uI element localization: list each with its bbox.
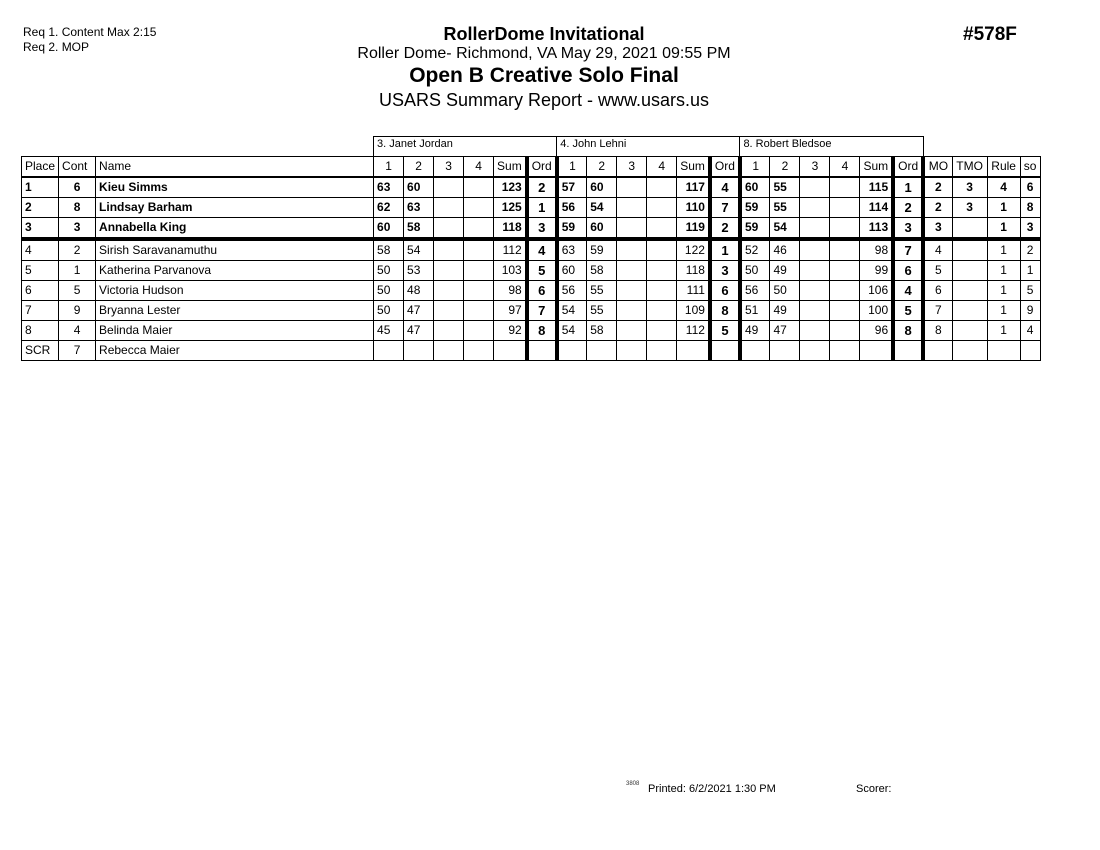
results-table — [21, 136, 1041, 361]
judge-mark-cell: 50 — [740, 261, 770, 281]
so-cell: 4 — [1020, 321, 1040, 341]
judge-ordinal-cell: 8 — [893, 321, 923, 341]
judge-mark-cell: 49 — [770, 261, 800, 281]
judge-mark-cell — [617, 321, 647, 341]
judge-mark-cell: 53 — [404, 261, 434, 281]
judge-mark-cell — [830, 301, 860, 321]
judge-mark-cell — [800, 218, 830, 240]
judge-mark-cell — [404, 341, 434, 361]
judge-ordinal-cell — [710, 341, 740, 361]
judge-mark-cell: 60 — [740, 177, 770, 198]
judge-mark-cell — [464, 239, 494, 261]
column-header-row — [22, 157, 1041, 178]
judge-sum-cell: 97 — [494, 301, 527, 321]
judge-mark-cell — [464, 301, 494, 321]
place-cell: 7 — [22, 301, 59, 321]
judge-ordinal-cell: 5 — [893, 301, 923, 321]
judge-mark-cell — [647, 239, 677, 261]
col-j2-ord: Ord — [710, 157, 740, 178]
judge-mark-cell: 59 — [587, 239, 617, 261]
rule-cell: 1 — [987, 239, 1020, 261]
judge-mark-cell: 54 — [770, 218, 800, 240]
judge-mark-cell — [434, 321, 464, 341]
footer-code: 3808 — [626, 781, 640, 787]
rule-cell: 1 — [987, 198, 1020, 218]
contestant-number-cell: 6 — [59, 177, 96, 198]
judge-sum-cell: 114 — [860, 198, 893, 218]
contestant-number-cell: 1 — [59, 261, 96, 281]
judge-mark-cell — [464, 321, 494, 341]
report-title: USARS Summary Report - www.usars.us — [378, 90, 710, 110]
mo-cell: 7 — [923, 301, 952, 321]
judge-mark-cell — [830, 239, 860, 261]
judge-mark-cell — [617, 301, 647, 321]
judge-sum-cell: 112 — [677, 321, 710, 341]
judge-ordinal-cell: 5 — [710, 321, 740, 341]
place-cell: 6 — [22, 281, 59, 301]
judge-mark-cell — [647, 321, 677, 341]
judge-mark-cell: 48 — [404, 281, 434, 301]
judge-mark-cell — [830, 281, 860, 301]
judge-sum-cell: 99 — [860, 261, 893, 281]
judge-mark-cell: 58 — [587, 261, 617, 281]
venue-date-line: Roller Dome- Richmond, VA May 29, 2021 09:55 PM — [357, 45, 731, 62]
judge-mark-cell: 49 — [740, 321, 770, 341]
judge-mark-cell: 60 — [374, 218, 404, 240]
skater-name-cell: Sirish Saravanamuthu — [96, 239, 374, 261]
judge-mark-cell: 50 — [374, 301, 404, 321]
judge-mark-cell — [464, 198, 494, 218]
judge-ordinal-cell: 6 — [710, 281, 740, 301]
judge-mark-cell — [800, 341, 830, 361]
judge-mark-cell: 60 — [587, 177, 617, 198]
rule-cell: 4 — [987, 177, 1020, 198]
col-j3-sum: Sum — [860, 157, 893, 178]
table-row — [22, 301, 1041, 321]
tmo-cell — [952, 218, 987, 240]
col-j2-4: 4 — [647, 157, 677, 178]
judge-2-name: 4. John Lehni — [557, 137, 740, 157]
col-j2-2: 2 — [587, 157, 617, 178]
judge-sum-cell: 103 — [494, 261, 527, 281]
judge-mark-cell: 58 — [587, 321, 617, 341]
judge-mark-cell: 56 — [557, 198, 587, 218]
so-cell: 5 — [1020, 281, 1040, 301]
tmo-cell — [952, 261, 987, 281]
col-j1-ord: Ord — [527, 157, 557, 178]
judge-mark-cell: 49 — [770, 301, 800, 321]
so-cell: 2 — [1020, 239, 1040, 261]
skater-name-cell: Lindsay Barham — [96, 198, 374, 218]
judge-mark-cell: 47 — [404, 301, 434, 321]
skater-name-cell: Katherina Parvanova — [96, 261, 374, 281]
col-tmo: TMO — [952, 157, 987, 178]
judge-mark-cell — [464, 261, 494, 281]
judge-ordinal-cell: 4 — [710, 177, 740, 198]
judge-sum-cell: 110 — [677, 198, 710, 218]
col-j3-2: 2 — [770, 157, 800, 178]
tmo-cell — [952, 301, 987, 321]
judge-mark-cell — [830, 177, 860, 198]
judge-mark-cell — [770, 341, 800, 361]
judge-mark-cell: 47 — [770, 321, 800, 341]
judge-ordinal-cell: 6 — [527, 281, 557, 301]
judge-ordinal-cell: 2 — [527, 177, 557, 198]
judge-mark-cell — [740, 341, 770, 361]
judge-mark-cell: 57 — [557, 177, 587, 198]
judge-ordinal-cell: 1 — [893, 177, 923, 198]
requirement-2: Req 2. MOP — [23, 40, 90, 54]
col-j2-sum: Sum — [677, 157, 710, 178]
judge-sum-cell — [494, 341, 527, 361]
so-cell: 6 — [1020, 177, 1040, 198]
contestant-number-cell: 4 — [59, 321, 96, 341]
judge-mark-cell: 46 — [770, 239, 800, 261]
judge-mark-cell: 55 — [770, 177, 800, 198]
contestant-number-cell: 7 — [59, 341, 96, 361]
judge-mark-cell — [617, 239, 647, 261]
judge-sum-cell: 122 — [677, 239, 710, 261]
col-j1-1: 1 — [374, 157, 404, 178]
judge-sum-cell: 119 — [677, 218, 710, 240]
so-cell: 8 — [1020, 198, 1040, 218]
contestant-number-cell: 8 — [59, 198, 96, 218]
judge-sum-cell: 113 — [860, 218, 893, 240]
judge-mark-cell — [434, 218, 464, 240]
col-j2-3: 3 — [617, 157, 647, 178]
judge-mark-cell: 51 — [740, 301, 770, 321]
judge-mark-cell: 59 — [740, 198, 770, 218]
skater-name-cell: Bryanna Lester — [96, 301, 374, 321]
judge-sum-cell: 118 — [494, 218, 527, 240]
judge-mark-cell — [830, 198, 860, 218]
judge-mark-cell — [830, 321, 860, 341]
judge-mark-cell — [647, 218, 677, 240]
col-j2-1: 1 — [557, 157, 587, 178]
col-so: so — [1020, 157, 1040, 178]
mo-cell: 4 — [923, 239, 952, 261]
judge-mark-cell — [800, 177, 830, 198]
judge-mark-cell: 55 — [770, 198, 800, 218]
mo-cell: 8 — [923, 321, 952, 341]
judge-mark-cell: 60 — [404, 177, 434, 198]
judge-mark-cell: 60 — [557, 261, 587, 281]
judge-ordinal-cell: 3 — [893, 218, 923, 240]
judge-mark-cell: 63 — [404, 198, 434, 218]
judge-ordinal-cell: 2 — [710, 218, 740, 240]
judge-mark-cell — [464, 341, 494, 361]
table-row — [22, 281, 1041, 301]
rule-cell: 1 — [987, 261, 1020, 281]
table-row — [22, 198, 1041, 218]
table-row — [22, 321, 1041, 341]
judge-mark-cell — [434, 261, 464, 281]
judge-ordinal-cell: 5 — [527, 261, 557, 281]
judge-mark-cell — [800, 301, 830, 321]
judge-mark-cell: 58 — [374, 239, 404, 261]
table-row — [22, 218, 1041, 240]
judge-mark-cell — [647, 198, 677, 218]
mo-cell: 5 — [923, 261, 952, 281]
table-row — [22, 177, 1041, 198]
judge-mark-cell — [617, 281, 647, 301]
judge-mark-cell — [800, 198, 830, 218]
judge-mark-cell: 50 — [374, 281, 404, 301]
judge-sum-cell: 125 — [494, 198, 527, 218]
judge-mark-cell: 50 — [770, 281, 800, 301]
scorer-label: Scorer: — [856, 783, 892, 795]
event-number: #578F — [963, 24, 1017, 45]
judge-mark-cell: 62 — [374, 198, 404, 218]
contestant-number-cell: 5 — [59, 281, 96, 301]
judge-mark-cell: 55 — [587, 301, 617, 321]
judge-1-name: 3. Janet Jordan — [374, 137, 557, 157]
so-cell: 3 — [1020, 218, 1040, 240]
contestant-number-cell: 9 — [59, 301, 96, 321]
judge-mark-cell — [830, 218, 860, 240]
tmo-cell: 3 — [952, 177, 987, 198]
judge-mark-cell: 58 — [404, 218, 434, 240]
tmo-cell — [952, 321, 987, 341]
judge-mark-cell — [617, 198, 647, 218]
judge-mark-cell — [647, 301, 677, 321]
judge-mark-cell — [587, 341, 617, 361]
judge-mark-cell — [617, 177, 647, 198]
judge-mark-cell — [434, 341, 464, 361]
judge-mark-cell — [434, 198, 464, 218]
judge-sum-cell: 92 — [494, 321, 527, 341]
judge-ordinal-cell — [527, 341, 557, 361]
judge-ordinal-cell: 3 — [527, 218, 557, 240]
col-mo: MO — [923, 157, 952, 178]
table-row — [22, 261, 1041, 281]
judge-mark-cell — [434, 239, 464, 261]
judge-mark-cell: 63 — [374, 177, 404, 198]
judges-header-row — [22, 137, 1041, 157]
judge-mark-cell: 55 — [587, 281, 617, 301]
judge-mark-cell — [557, 341, 587, 361]
judge-mark-cell — [830, 341, 860, 361]
mo-cell: 3 — [923, 218, 952, 240]
printed-timestamp: Printed: 6/2/2021 1:30 PM — [648, 783, 776, 795]
rule-cell: 1 — [987, 321, 1020, 341]
judge-ordinal-cell: 8 — [710, 301, 740, 321]
judge-mark-cell — [800, 281, 830, 301]
judge-sum-cell: 112 — [494, 239, 527, 261]
judge-sum-cell: 96 — [860, 321, 893, 341]
judge-mark-cell — [464, 281, 494, 301]
col-rule: Rule — [987, 157, 1020, 178]
rule-cell: 1 — [987, 218, 1020, 240]
judge-mark-cell — [800, 239, 830, 261]
judge-sum-cell: 118 — [677, 261, 710, 281]
judge-sum-cell: 106 — [860, 281, 893, 301]
judge-ordinal-cell: 4 — [527, 239, 557, 261]
tmo-cell — [952, 239, 987, 261]
judge-mark-cell — [617, 261, 647, 281]
table-row — [22, 341, 1041, 361]
skater-name-cell: Kieu Simms — [96, 177, 374, 198]
judge-mark-cell: 56 — [557, 281, 587, 301]
judge-sum-cell: 115 — [860, 177, 893, 198]
col-j3-3: 3 — [800, 157, 830, 178]
requirement-1: Req 1. Content Max 2:15 — [23, 25, 157, 39]
judge-sum-cell — [860, 341, 893, 361]
so-cell: 9 — [1020, 301, 1040, 321]
place-cell: 2 — [22, 198, 59, 218]
place-cell: 4 — [22, 239, 59, 261]
judge-mark-cell — [647, 261, 677, 281]
place-cell: 1 — [22, 177, 59, 198]
skater-name-cell: Belinda Maier — [96, 321, 374, 341]
skater-name-cell: Rebecca Maier — [96, 341, 374, 361]
judge-sum-cell: 117 — [677, 177, 710, 198]
col-j3-1: 1 — [740, 157, 770, 178]
judge-mark-cell: 50 — [374, 261, 404, 281]
judge-ordinal-cell: 7 — [527, 301, 557, 321]
skater-name-cell: Victoria Hudson — [96, 281, 374, 301]
place-cell: 3 — [22, 218, 59, 240]
judge-mark-cell — [617, 218, 647, 240]
judge-mark-cell — [434, 281, 464, 301]
col-place: Place — [22, 157, 59, 178]
tmo-cell: 3 — [952, 198, 987, 218]
judge-mark-cell — [464, 177, 494, 198]
col-j1-4: 4 — [464, 157, 494, 178]
judge-mark-cell — [434, 177, 464, 198]
contestant-number-cell: 3 — [59, 218, 96, 240]
mo-cell: 2 — [923, 198, 952, 218]
mo-cell — [923, 341, 952, 361]
judge-mark-cell — [464, 218, 494, 240]
so-cell — [1020, 341, 1040, 361]
judge-mark-cell — [434, 301, 464, 321]
judge-mark-cell: 45 — [374, 321, 404, 341]
col-j1-2: 2 — [404, 157, 434, 178]
mo-cell: 6 — [923, 281, 952, 301]
table-row — [22, 239, 1041, 261]
judge-ordinal-cell: 7 — [710, 198, 740, 218]
tmo-cell — [952, 281, 987, 301]
judge-mark-cell: 54 — [404, 239, 434, 261]
judge-mark-cell: 59 — [740, 218, 770, 240]
judge-mark-cell — [647, 341, 677, 361]
col-j1-sum: Sum — [494, 157, 527, 178]
col-name: Name — [96, 157, 374, 178]
tmo-cell — [952, 341, 987, 361]
judge-mark-cell: 63 — [557, 239, 587, 261]
event-title: Open B Creative Solo Final — [409, 64, 679, 87]
judge-ordinal-cell: 1 — [710, 239, 740, 261]
rule-cell: 1 — [987, 281, 1020, 301]
col-j3-4: 4 — [830, 157, 860, 178]
so-cell: 1 — [1020, 261, 1040, 281]
judge-ordinal-cell: 1 — [527, 198, 557, 218]
judge-mark-cell — [647, 281, 677, 301]
place-cell: 5 — [22, 261, 59, 281]
judge-ordinal-cell: 2 — [893, 198, 923, 218]
judge-3-name: 8. Robert Bledsoe — [740, 137, 923, 157]
judge-mark-cell: 60 — [587, 218, 617, 240]
col-j1-3: 3 — [434, 157, 464, 178]
judge-mark-cell — [830, 261, 860, 281]
judge-mark-cell: 54 — [587, 198, 617, 218]
contestant-number-cell: 2 — [59, 239, 96, 261]
judge-mark-cell: 54 — [557, 301, 587, 321]
judge-ordinal-cell: 6 — [893, 261, 923, 281]
judge-sum-cell: 111 — [677, 281, 710, 301]
judge-mark-cell: 52 — [740, 239, 770, 261]
judge-sum-cell: 98 — [860, 239, 893, 261]
judge-sum-cell: 123 — [494, 177, 527, 198]
judge-mark-cell — [800, 261, 830, 281]
skater-name-cell: Annabella King — [96, 218, 374, 240]
judge-ordinal-cell: 3 — [710, 261, 740, 281]
judge-sum-cell: 100 — [860, 301, 893, 321]
judge-mark-cell — [647, 177, 677, 198]
judge-mark-cell: 56 — [740, 281, 770, 301]
rule-cell: 1 — [987, 301, 1020, 321]
judge-mark-cell: 54 — [557, 321, 587, 341]
judge-mark-cell — [374, 341, 404, 361]
judge-mark-cell — [617, 341, 647, 361]
place-cell: 8 — [22, 321, 59, 341]
judge-sum-cell — [677, 341, 710, 361]
mo-cell: 2 — [923, 177, 952, 198]
rule-cell — [987, 341, 1020, 361]
judge-mark-cell — [800, 321, 830, 341]
col-j3-ord: Ord — [893, 157, 923, 178]
judge-ordinal-cell — [893, 341, 923, 361]
place-cell: SCR — [22, 341, 59, 361]
competition-title: RollerDome Invitational — [443, 24, 645, 44]
judge-mark-cell: 47 — [404, 321, 434, 341]
judge-sum-cell: 98 — [494, 281, 527, 301]
judge-sum-cell: 109 — [677, 301, 710, 321]
col-cont: Cont — [59, 157, 96, 178]
judge-ordinal-cell: 8 — [527, 321, 557, 341]
judge-ordinal-cell: 4 — [893, 281, 923, 301]
judge-ordinal-cell: 7 — [893, 239, 923, 261]
judge-mark-cell: 59 — [557, 218, 587, 240]
